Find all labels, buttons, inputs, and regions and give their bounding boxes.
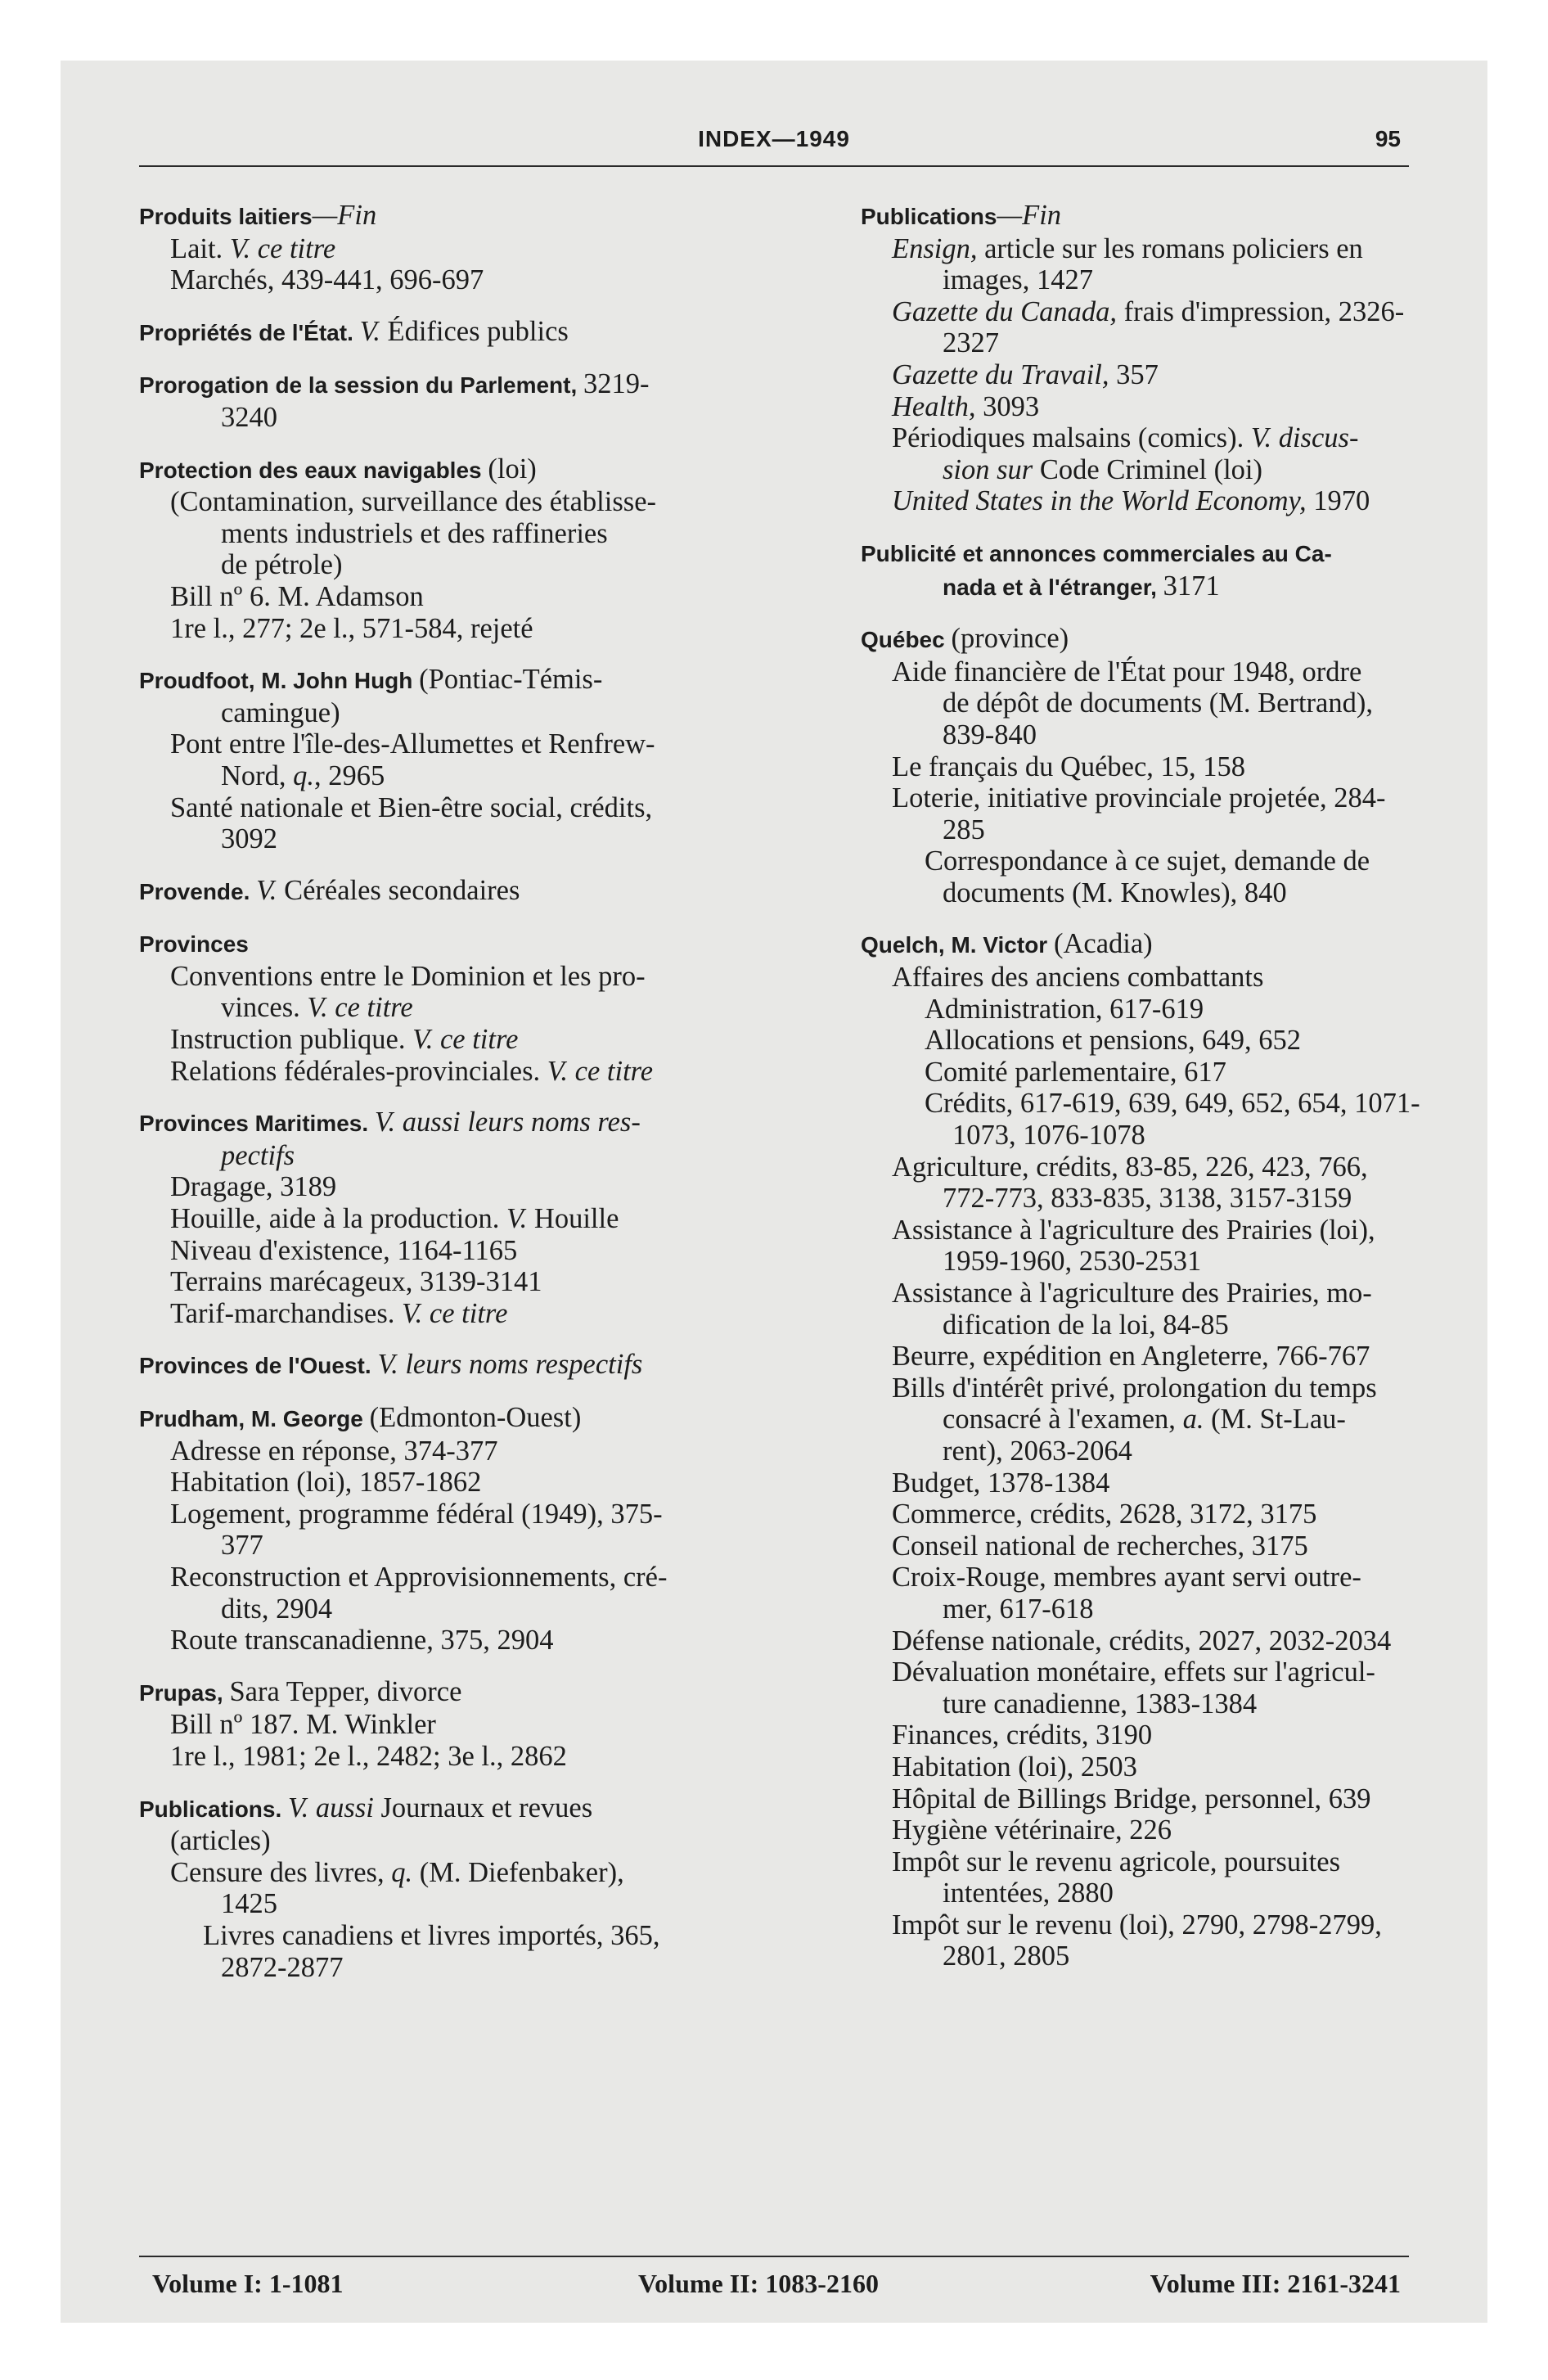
entry-text: 357 <box>1109 358 1159 390</box>
entry-text: rent), 2063-2064 <box>943 1435 1132 1467</box>
entry-text: Assistance à l'agriculture des Prairies (loi), <box>892 1214 1375 1246</box>
index-entry-line <box>861 1625 1481 1657</box>
heading-text: Quelch, M. Victor <box>861 932 1054 958</box>
heading-text: Proudfoot, M. John Hugh <box>139 668 420 694</box>
entry-text: 3093 <box>975 390 1040 422</box>
index-entry-line <box>861 1183 1481 1215</box>
index-entry-line <box>139 1298 812 1330</box>
entry-text: Correspondance à ce sujet, demande de <box>925 845 1370 877</box>
entry-text: ments industriels et des raffineries <box>221 517 608 549</box>
entry-text: Loterie, initiative provinciale projetée, 284- <box>892 782 1386 814</box>
entry-text: dification de la loi, 84-85 <box>943 1309 1229 1341</box>
entry-text: Périodiques malsains (comics). <box>892 422 1251 454</box>
entry-text: 1073, 1076-1078 <box>952 1120 1145 1152</box>
entry-gap <box>139 1329 812 1349</box>
index-heading-line <box>139 368 812 402</box>
index-entry-line <box>139 992 812 1024</box>
index-entry-line <box>139 1499 812 1530</box>
index-entry-line <box>139 1266 812 1298</box>
entry-gap <box>139 1087 812 1107</box>
index-entry-line <box>139 549 812 581</box>
entry-text: Comité parlementaire, 617 <box>925 1056 1226 1088</box>
entry-text: 1425 <box>221 1888 277 1920</box>
index-heading-line <box>139 200 812 233</box>
entry-text: Tarif-marchandises. <box>170 1297 403 1329</box>
entry-gap <box>861 603 1481 623</box>
entry-gap <box>139 855 812 875</box>
entry-text: 1re l., 1981; 2e l., 2482; 3e l., 2862 <box>170 1740 567 1772</box>
index-entry-line <box>861 845 1481 877</box>
index-entry-line <box>139 233 812 265</box>
italic-text: Gazette du Canada, <box>892 295 1118 327</box>
index-entry-line <box>861 1499 1481 1530</box>
index-entry-line <box>139 1709 812 1741</box>
entry-text: 772-773, 833-835, 3138, 3157-3159 <box>943 1183 1352 1215</box>
italic-text: V. ce titre <box>402 1297 508 1329</box>
index-entry-line <box>139 1024 812 1056</box>
entry-text: Marchés, 439-441, 696-697 <box>170 264 484 296</box>
index-entry-line <box>861 1846 1481 1878</box>
entry-text: Reconstruction et Approvisionnements, cré- <box>170 1561 668 1593</box>
index-entry-line <box>139 823 812 855</box>
index-heading-line <box>139 316 812 349</box>
page-title: INDEX—1949 <box>698 126 850 151</box>
index-entry-line <box>861 751 1481 783</box>
index-entry-line <box>861 422 1481 454</box>
entry-text: 285 <box>943 814 985 845</box>
index-entry-line <box>861 1057 1481 1089</box>
entry-text: 839-840 <box>943 719 1037 751</box>
italic-text: V. ce titre <box>307 992 413 1024</box>
entry-gap <box>139 908 812 927</box>
entry-text: Budget, 1378-1384 <box>892 1467 1110 1499</box>
entry-text: Croix-Rouge, membres ayant servi outre- <box>892 1562 1361 1593</box>
entry-text: Lait. <box>170 232 230 264</box>
entry-text: Censure des livres, <box>170 1856 392 1888</box>
entry-text: (M. St-Lau- <box>1204 1404 1346 1436</box>
index-entry-line <box>139 1140 812 1172</box>
index-entry-line <box>861 327 1481 359</box>
italic-text: V. ce titre <box>547 1055 654 1087</box>
index-entry-line <box>861 1467 1481 1499</box>
entry-text: Hygiène vétérinaire, 226 <box>892 1814 1172 1846</box>
entry-text: Santé nationale et Bien-être social, crédits, <box>170 791 653 823</box>
italic-text: —Fin <box>312 200 377 231</box>
entry-text: (Pontiac-Témis- <box>419 664 603 696</box>
index-entry-line <box>139 1625 812 1657</box>
entry-text: Journaux et revues <box>373 1792 593 1823</box>
entry-text: Livres canadiens et livres importés, 365, <box>203 1919 660 1951</box>
entry-gap <box>139 1773 812 1792</box>
entry-text: documents (M. Knowles), 840 <box>943 877 1287 908</box>
index-entry-line <box>861 1941 1481 1972</box>
italic-text: V. ce titre <box>229 232 336 264</box>
page-header <box>139 61 1409 151</box>
entry-text: Allocations et pensions, 649, 652 <box>925 1025 1301 1057</box>
entry-gap <box>139 644 812 664</box>
entry-gap <box>861 517 1481 537</box>
entry-text: Code Criminel (loi) <box>1033 453 1263 485</box>
index-entry-line <box>861 1657 1481 1688</box>
index-entry-line <box>139 264 812 296</box>
entry-text: Bill nº 6. M. Adamson <box>170 580 424 612</box>
index-entry-line <box>861 1341 1481 1373</box>
heading-text: Provende. <box>139 878 257 904</box>
index-entry-line <box>861 1909 1481 1941</box>
italic-text: V. aussi leurs noms res- <box>374 1107 641 1138</box>
index-entry-line <box>139 613 812 645</box>
index-entry-line <box>861 485 1481 517</box>
index-entry-line <box>861 994 1481 1025</box>
entry-text: Pont entre l'île-des-Allumettes et Renfrew- <box>170 728 655 760</box>
header-rule <box>139 165 1409 167</box>
entry-text: Le français du Québec, 15, 158 <box>892 751 1246 782</box>
entry-gap <box>139 1657 812 1676</box>
entry-text <box>308 1792 316 1823</box>
index-entry-line <box>861 877 1481 909</box>
index-entry-line <box>861 1720 1481 1751</box>
heading-text: Produits laitiers <box>139 204 313 229</box>
index-entry-line <box>861 1278 1481 1309</box>
index-entry-line <box>861 1783 1481 1815</box>
index-entry-line <box>139 1056 812 1088</box>
index-entry-line <box>861 1751 1481 1783</box>
index-entry-line <box>861 782 1481 814</box>
entry-text: Terrains marécageux, 3139-3141 <box>170 1266 542 1298</box>
entry-text: de pétrole) <box>221 549 343 581</box>
heading-text: Propriétés de l'État. <box>139 319 360 345</box>
entry-text: intentées, 2880 <box>943 1877 1114 1909</box>
index-heading-line <box>861 928 1481 962</box>
entry-text: Hôpital de Billings Bridge, personnel, 639 <box>892 1783 1371 1814</box>
heading-text: Prupas, <box>139 1679 230 1706</box>
index-entry-line <box>861 719 1481 751</box>
volume-3-range: Volume III: 2161-3241 <box>1150 2269 1401 2298</box>
index-entry-line <box>139 760 812 792</box>
index-entry-line <box>139 1952 812 1984</box>
entry-text: dits, 2904 <box>221 1593 333 1625</box>
index-entry-line <box>861 656 1481 688</box>
italic-text: Ensign, <box>892 232 978 264</box>
index-entry-line <box>139 1562 812 1593</box>
entry-text: (loi) <box>488 453 537 485</box>
index-heading-line <box>861 200 1481 233</box>
page-number: 95 <box>1375 126 1401 151</box>
index-entry-line <box>861 1152 1481 1183</box>
index-entry-line <box>861 1562 1481 1593</box>
entry-text: Instruction publique. <box>170 1024 413 1056</box>
italic-text: V. <box>506 1203 528 1235</box>
entry-text: 3240 <box>221 401 277 433</box>
entry-text: article sur les romans policiers en <box>977 232 1363 264</box>
index-entry-line <box>139 581 812 613</box>
entry-text: vinces. <box>221 992 308 1024</box>
heading-text: Publications. <box>139 1796 289 1822</box>
italic-text: Gazette du Travail, <box>892 358 1109 390</box>
index-entry-line <box>861 814 1481 846</box>
entry-text: 1970 <box>1306 485 1370 517</box>
entry-text: 3171 <box>1163 570 1220 602</box>
italic-text: —Fin <box>997 200 1062 231</box>
italic-text: q. <box>391 1856 413 1888</box>
entry-gap <box>861 908 1481 928</box>
entry-text: Conventions entre le Dominion et les pro- <box>170 960 646 992</box>
entry-text: Agriculture, crédits, 83-85, 226, 423, 766, <box>892 1151 1368 1183</box>
index-heading-line <box>139 1792 812 1826</box>
entry-text: 2327 <box>943 327 999 359</box>
entry-text: de dépôt de documents (M. Bertrand), <box>943 687 1373 719</box>
index-heading-line <box>861 537 1481 570</box>
index-entry-line <box>139 1171 812 1203</box>
entry-text: Bills d'intérêt privé, prolongation du temps <box>892 1372 1377 1404</box>
index-heading-line <box>139 875 812 908</box>
index-entry-line <box>861 359 1481 391</box>
index-entry-line <box>861 1404 1481 1436</box>
footer-rule <box>139 2256 1409 2257</box>
entry-text: 2801, 2805 <box>943 1941 1070 1972</box>
index-heading-line <box>139 1107 812 1140</box>
entry-text: Relations fédérales-provinciales. <box>170 1055 547 1087</box>
index-column-left <box>139 200 812 1983</box>
index-heading-line <box>139 1349 812 1382</box>
entry-text: 3219- <box>583 368 650 400</box>
entry-text: frais d'impression, 2326- <box>1117 295 1405 327</box>
index-entry-line <box>139 1530 812 1562</box>
heading-text: nada et à l'étranger, <box>943 574 1163 600</box>
entry-text: (articles) <box>170 1825 271 1857</box>
index-entry-line <box>861 1877 1481 1909</box>
index-entry-line <box>139 1235 812 1267</box>
italic-text: Health, <box>892 390 976 422</box>
entry-text: 1re l., 277; 2e l., 571-584, rejeté <box>170 612 533 644</box>
entry-text: Édifices publics <box>380 315 569 347</box>
index-entry-line <box>861 233 1481 265</box>
index-entry-line <box>861 1215 1481 1246</box>
entry-text: camingue) <box>221 696 340 728</box>
index-entry-line <box>861 454 1481 486</box>
index-entry-line <box>861 391 1481 423</box>
index-heading-line <box>861 570 1481 604</box>
heading-text: Publicité et annonces commerciales au Ca- <box>861 540 1332 566</box>
entry-text: Impôt sur le revenu (loi), 2790, 2798-2799, <box>892 1909 1382 1941</box>
entry-gap <box>139 296 812 316</box>
index-entry-line <box>139 1436 812 1467</box>
entry-gap <box>139 349 812 368</box>
index-entry-line <box>139 1741 812 1773</box>
index-entry-line <box>139 1825 812 1857</box>
entry-text: Finances, crédits, 3190 <box>892 1720 1153 1751</box>
entry-text: consacré à l'examen, <box>943 1404 1183 1436</box>
entry-text: ture canadienne, 1383-1384 <box>943 1688 1258 1720</box>
entry-text: Conseil national de recherches, 3175 <box>892 1530 1308 1562</box>
volume-2-range: Volume II: 1083-2160 <box>638 2269 879 2298</box>
entry-gap <box>139 434 812 453</box>
index-entry-line <box>139 1467 812 1499</box>
index-entry-line <box>139 1593 812 1625</box>
index-entry-line <box>139 402 812 434</box>
index-entry-line <box>139 486 812 518</box>
heading-text: Québec <box>861 627 952 653</box>
heading-text: Prudham, M. George <box>139 1406 370 1431</box>
entry-text: Beurre, expédition en Angleterre, 766-767 <box>892 1341 1370 1373</box>
index-entry-line <box>139 518 812 550</box>
index-column-right <box>861 200 1481 1972</box>
index-entry-line <box>861 1373 1481 1404</box>
index-entry-line <box>139 697 812 729</box>
italic-text: V. <box>359 315 380 347</box>
heading-text: Publications <box>861 204 997 229</box>
entry-text: Impôt sur le revenu agricole, poursuites <box>892 1846 1341 1877</box>
heading-text: Protection des eaux navigables <box>139 457 488 483</box>
index-entry-line <box>139 792 812 824</box>
italic-text: sion sur <box>943 453 1033 485</box>
entry-text: Céréales secondaires <box>277 874 520 906</box>
entry-text: Route transcanadienne, 375, 2904 <box>170 1625 554 1657</box>
italic-text: a. <box>1182 1404 1204 1436</box>
entry-text: Aide financière de l'État pour 1948, ordre <box>892 656 1362 687</box>
entry-text: Dévaluation monétaire, effets sur l'agricul- <box>892 1657 1375 1688</box>
index-entry-line <box>861 296 1481 328</box>
index-entry-line <box>139 1888 812 1920</box>
entry-text: Commerce, crédits, 2628, 3172, 3175 <box>892 1499 1317 1530</box>
index-entry-line <box>139 728 812 760</box>
italic-text: V. ce titre <box>412 1024 519 1056</box>
italic-text: V. leurs noms respectifs <box>377 1349 643 1381</box>
entry-text: Bill nº 187. M. Winkler <box>170 1709 436 1741</box>
entry-text: (Edmonton-Ouest) <box>369 1402 582 1433</box>
entry-text: Habitation (loi), 1857-1862 <box>170 1467 482 1499</box>
index-heading-line <box>139 1402 812 1436</box>
italic-text: q. <box>293 760 315 791</box>
heading-text: Prorogation de la session du Parlement, <box>139 372 584 399</box>
index-heading-line <box>139 453 812 487</box>
entry-text: Crédits, 617-619, 639, 649, 652, 654, 1071- <box>925 1088 1420 1120</box>
entry-text: mer, 617-618 <box>943 1593 1094 1625</box>
index-entry-line <box>861 1120 1481 1152</box>
italic-text: V. <box>256 874 277 906</box>
index-entry-line <box>861 1246 1481 1278</box>
entry-text: Administration, 617-619 <box>925 993 1204 1025</box>
entry-text: Nord, <box>221 760 294 791</box>
index-heading-line <box>861 623 1481 656</box>
index-entry-line <box>861 1025 1481 1057</box>
index-heading-line <box>139 664 812 697</box>
entry-text: 377 <box>221 1530 263 1562</box>
index-entry-line <box>861 962 1481 994</box>
entry-text: (province) <box>951 623 1069 655</box>
entry-text: 2872-2877 <box>221 1951 344 1983</box>
entry-text: (M. Diefenbaker), <box>412 1856 624 1888</box>
entry-gap <box>139 1382 812 1402</box>
entry-text: Dragage, 3189 <box>170 1171 337 1203</box>
heading-text: Provinces <box>139 931 249 958</box>
index-entry-line <box>139 961 812 993</box>
entry-text: (Contamination, surveillance des établisse- <box>170 486 656 518</box>
index-entry-line <box>861 1309 1481 1341</box>
entry-text: Logement, programme fédéral (1949), 375- <box>170 1498 663 1530</box>
entry-text: Défense nationale, crédits, 2027, 2032-2034 <box>892 1625 1392 1657</box>
italic-text: V. <box>288 1792 309 1823</box>
index-heading-line <box>139 927 812 961</box>
index-entry-line <box>139 1203 812 1235</box>
entry-text: Affaires des anciens combattants <box>892 962 1264 994</box>
entry-text: (Acadia) <box>1053 928 1153 960</box>
entry-text: Houille, aide à la production. <box>170 1203 507 1235</box>
italic-text: pectifs <box>221 1139 295 1171</box>
entry-text: Sara Tepper, divorce <box>229 1675 462 1707</box>
entry-text: images, 1427 <box>943 264 1093 296</box>
scanned-page <box>61 61 1487 2323</box>
index-entry-line <box>861 264 1481 296</box>
italic-text: V. discus- <box>1250 422 1359 454</box>
entry-text: Niveau d'existence, 1164-1165 <box>170 1234 518 1266</box>
index-entry-line <box>861 1688 1481 1720</box>
index-entry-line <box>139 1857 812 1889</box>
index-entry-line <box>139 1920 812 1952</box>
entry-text: 3092 <box>221 823 277 855</box>
volume-1-range: Volume I: 1-1081 <box>152 2269 344 2298</box>
entry-text: Habitation (loi), 2503 <box>892 1751 1137 1783</box>
index-entry-line <box>861 1088 1481 1120</box>
italic-text: aussi <box>315 1792 374 1823</box>
index-entry-line <box>861 1814 1481 1846</box>
entry-text: Assistance à l'agriculture des Prairies, mo- <box>892 1278 1372 1309</box>
index-entry-line <box>861 1593 1481 1625</box>
index-entry-line <box>861 687 1481 719</box>
italic-text: United States in the World Economy, <box>892 485 1307 517</box>
entry-text: 1959-1960, 2530-2531 <box>943 1246 1202 1278</box>
entry-text: Adresse en réponse, 374-377 <box>170 1435 498 1467</box>
heading-text: Provinces Maritimes. <box>139 1111 375 1137</box>
index-entry-line <box>861 1530 1481 1562</box>
entry-text: Houille <box>527 1203 619 1235</box>
entry-text: , 2965 <box>314 760 385 791</box>
index-entry-line <box>861 1436 1481 1467</box>
index-heading-line <box>139 1676 812 1710</box>
heading-text: Provinces de l'Ouest. <box>139 1353 378 1379</box>
